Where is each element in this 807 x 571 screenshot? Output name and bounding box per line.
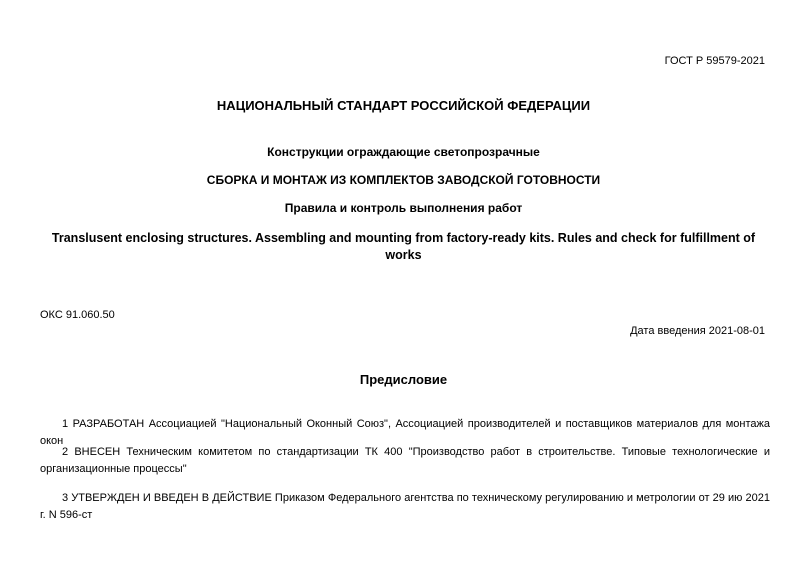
standard-title: НАЦИОНАЛЬНЫЙ СТАНДАРТ РОССИЙСКОЙ ФЕДЕРАЦИИ	[216, 98, 591, 113]
preface-heading: Предисловие	[359, 372, 448, 387]
preface-item-1: 1 РАЗРАБОТАН Ассоциацией "Национальный Оконный Союз", Ассоциацией производителей и поставщиков материалов для монтажа окон	[40, 418, 770, 447]
main-title: СБОРКА И МОНТАЖ ИЗ КОМПЛЕКТОВ ЗАВОДСКОЙ ГОТОВНОСТИ	[206, 173, 601, 187]
preface-item-3: 3 УТВЕРЖДЕН И ВВЕДЕН В ДЕЙСТВИЕ Приказом Федерального агентства по техническому регулированию и метрологии от 29 ию 2021 г. N 596-ст	[40, 492, 770, 521]
document-code: ГОСТ Р 59579-2021	[664, 55, 765, 67]
preface-item-2: 2 ВНЕСЕН Техническим комитетом по стандартизации ТК 400 "Производство работ в строительстве. Типовые технологические и организационные процессы"	[40, 446, 770, 475]
introduction-date: Дата введения 2021-08-01	[630, 325, 765, 337]
subject-title: Конструкции ограждающие светопрозрачные	[267, 145, 540, 159]
oks-code: ОКС 91.060.50	[40, 309, 115, 321]
subtitle: Правила и контроль выполнения работ	[284, 201, 523, 215]
english-title: Translusent enclosing structures. Assembling and mounting from factory-ready kits. Rules and check for fulfillment of works	[51, 231, 756, 262]
